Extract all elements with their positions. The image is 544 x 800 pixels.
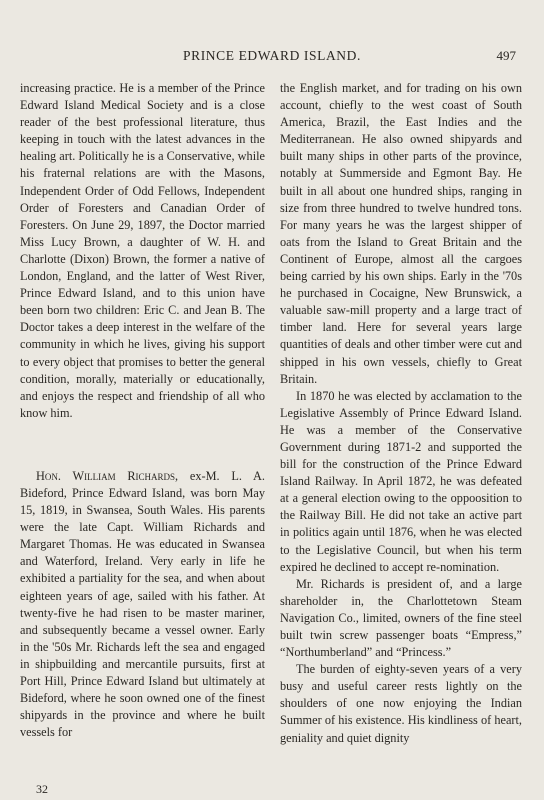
signature-mark: 32: [36, 782, 48, 796]
paragraph: The burden of eighty-seven years of a very busy and useful career rests lightly on the shoulders of one now enjoying the Indian Summer of his existence. His kindliness of heart, geniality and quiet dignity: [280, 662, 522, 745]
left-column: [20, 80, 265, 741]
paragraph: the English market, and for trading on his own account, chiefly to the west coast of South America, Brazil, the East Indies and the Mediterranean. He also owned shipyards and built many ships in other parts of the province, notably at Summerside and Egmont Bay. He built in all about one hundred ships, ranging in size from three hundred to twelve hundred tons. For many years he was the largest shipper of oats from the Island to Great Britain and the Continent of Europe, almost all the cargoes being carried by his own ships. Early in the '70s he purchased in Cocaigne, New Brunswick, a valuable saw-mill property and a large tract of timber land. Here for several years large quantities of deals and other timber were cut and shipped in his own vessels, chiefly to Great Britain.: [280, 81, 522, 386]
paragraph: Mr. Richards is president of, and a large shareholder in, the Charlottetown Steam Navigation Co., limited, owners of the fine steel built twin screw passenger boats “Empress,” “Northumberland” and “Princess.”: [280, 576, 522, 660]
subject-name: Hon. William Richards,: [36, 468, 179, 483]
paragraph: In 1870 he was elected by acclamation to the Legislative Assembly of Prince Edward Island. He was a member of the Conservative Government during 1871-2 and supported the bill for the construction of the Prince Edward Island Railway. In April 1872, he was defeated at a general election owing to the oppoosition to the Railway Bill. He did not take an active part in politics again until 1876, when he was elected to the Legislative Council, but when his term expired he declined to accept re-nomination.: [280, 388, 522, 574]
running-header: PRINCE EDWARD ISLAND.: [183, 48, 361, 63]
paragraph: increasing practice. He is a member of the Prince Edward Island Medical Society and is a close reader of the best professional literature, thus keeping in touch with the latest advances in the healing art. Politically he is a Conservative, while his fraternal relations are with the Masons, Independent Order of Odd Fellows, Independent Order of Foresters and Canadian Order of Foresters. On June 29, 1897, the Doctor married Miss Lucy Brown, a daughter of W. H. and Charlotte (Dixon) Brown, the former a native of London, England, and the latter of West River, Prince Edward Island, and to this union have been born two children: Eric C. and Jean B. The Doctor takes a deep interest in the welfare of the community in which he lives, giving his support to every object that promises to better the general condition, morally, materially or educationally, and enjoys the respect and friendship of all who know him.: [20, 81, 265, 420]
page-number: 497: [496, 48, 516, 63]
biography-paragraph: [20, 468, 265, 742]
right-column: [280, 80, 522, 747]
biography-text: ex-M. L. A. Bideford, Prince Edward Island, was born May 15, 1819, in Swansea, South Wales. His parents were the late Capt. William Richards and Margaret Thomas. He was educated in Swansea and Waterford, Ireland. Very early in life he exhibited a partiality for the sea, and when about eighteen years of age, sailed with his father. At twenty-five he had risen to be master mariner, and subsequently became a vessel owner. Early in the '50s Mr. Richards left the sea and engaged in shipbuilding and mercantile pursuits, first at Port Hill, Prince Edward Island but ultimately at Bideford, where he soon owned one of the finest shipyards in the province and where he built vessels for: [20, 468, 265, 740]
